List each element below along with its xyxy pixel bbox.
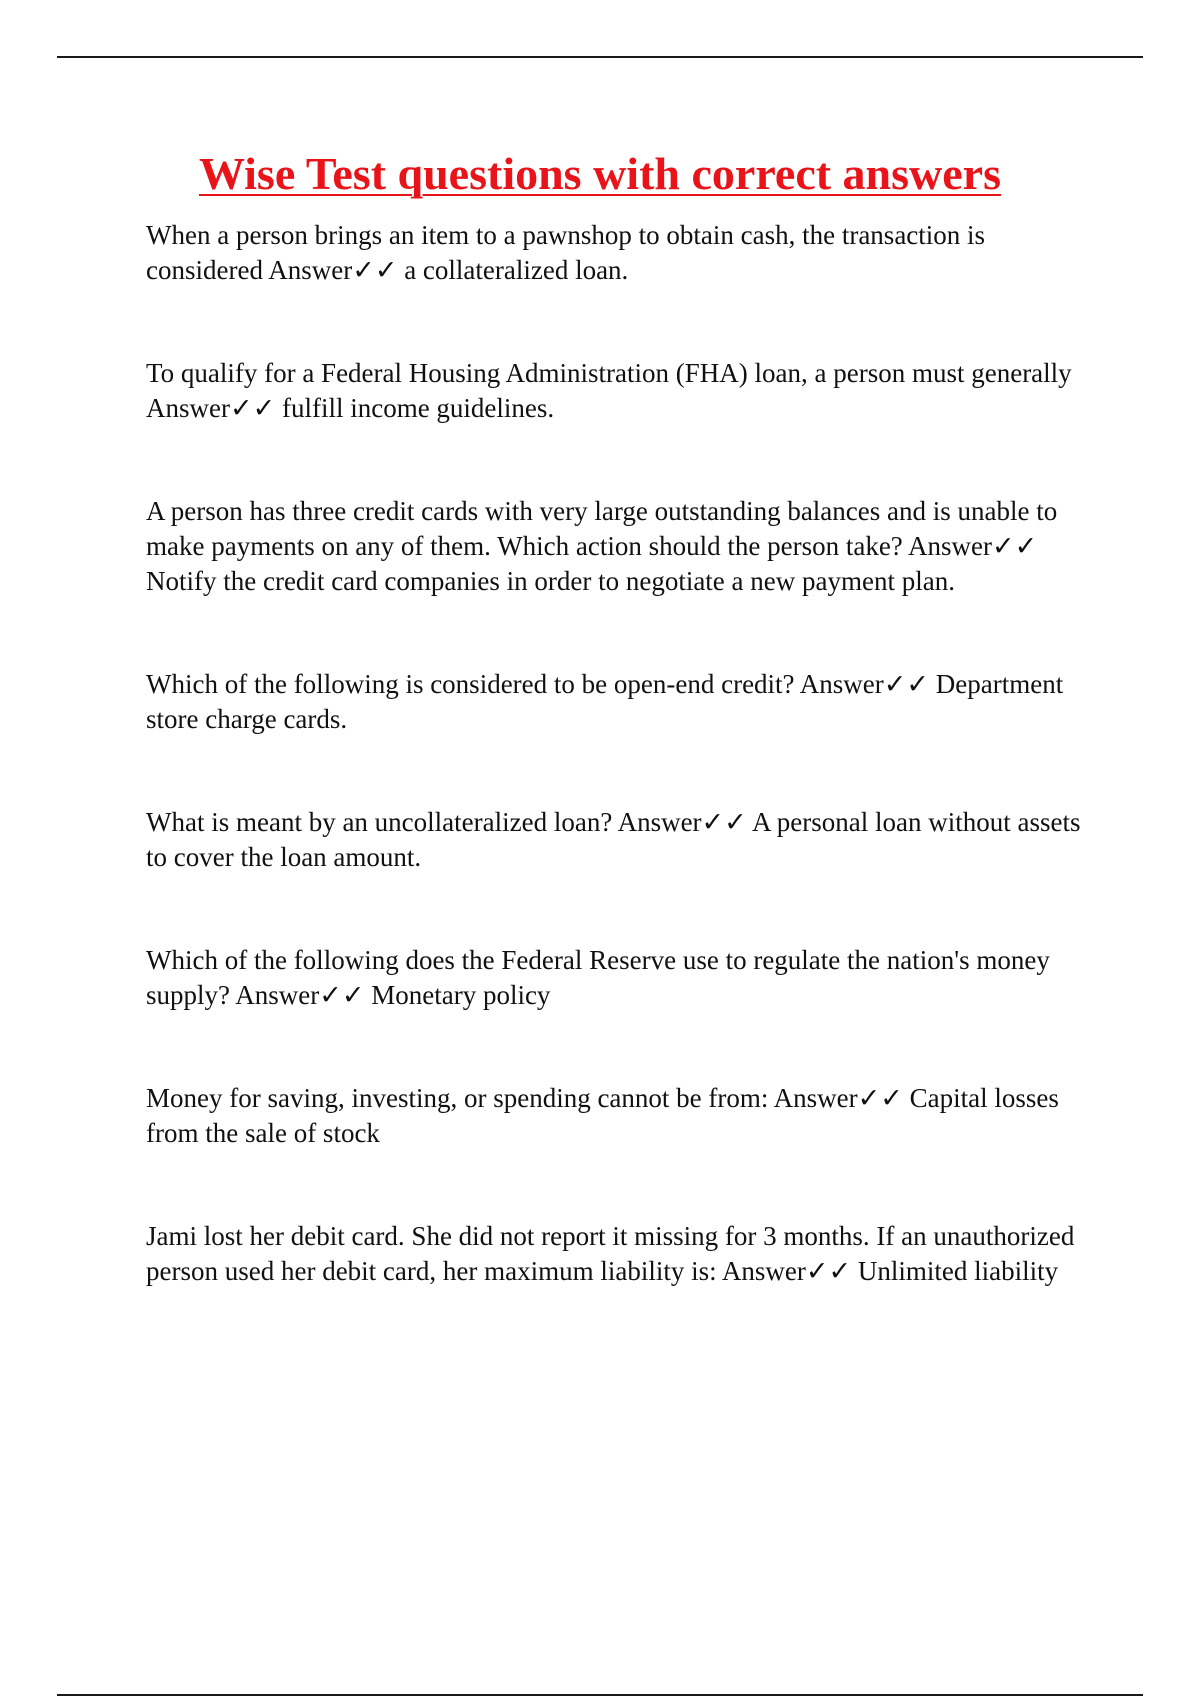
page-title bbox=[0, 144, 1200, 204]
qa-item-1: When a person brings an item to a pawnshop to obtain cash, the transaction is considered Answer✓✓ a collateralized loan. bbox=[146, 220, 986, 285]
page-title-text: Wise Test questions with correct answers bbox=[198, 148, 1001, 199]
qa-item-4: Which of the following is considered to be open-end credit? Answer✓✓ Department store charge cards. bbox=[146, 669, 1064, 734]
qa-item-5: What is meant by an uncollateralized loan? Answer✓✓ A personal loan without assets to cover the loan amount. bbox=[146, 807, 1081, 872]
qa-item-2: To qualify for a Federal Housing Administration (FHA) loan, a person must generally Answer✓✓ fulfill income guidelines. bbox=[146, 358, 1072, 423]
qa-list bbox=[146, 218, 1086, 1357]
qa-item-7: Money for saving, investing, or spending cannot be from: Answer✓✓ Capital losses from the sale of stock bbox=[146, 1083, 1059, 1148]
bottom-rule bbox=[57, 1694, 1143, 1696]
qa-item-3: A person has three credit cards with very large outstanding balances and is unable to make payments on any of them. Which action should the person take? Answer✓✓ Notify the credit card companies in order to negotiate a new payment plan. bbox=[146, 496, 1058, 596]
qa-item-6: Which of the following does the Federal Reserve use to regulate the nation's money supply? Answer✓✓ Monetary policy bbox=[146, 945, 1050, 1010]
qa-item-8: Jami lost her debit card. She did not report it missing for 3 months. If an unauthorized person used her debit card, her maximum liability is: Answer✓✓ Unlimited liability bbox=[146, 1221, 1075, 1286]
top-rule bbox=[57, 56, 1143, 58]
